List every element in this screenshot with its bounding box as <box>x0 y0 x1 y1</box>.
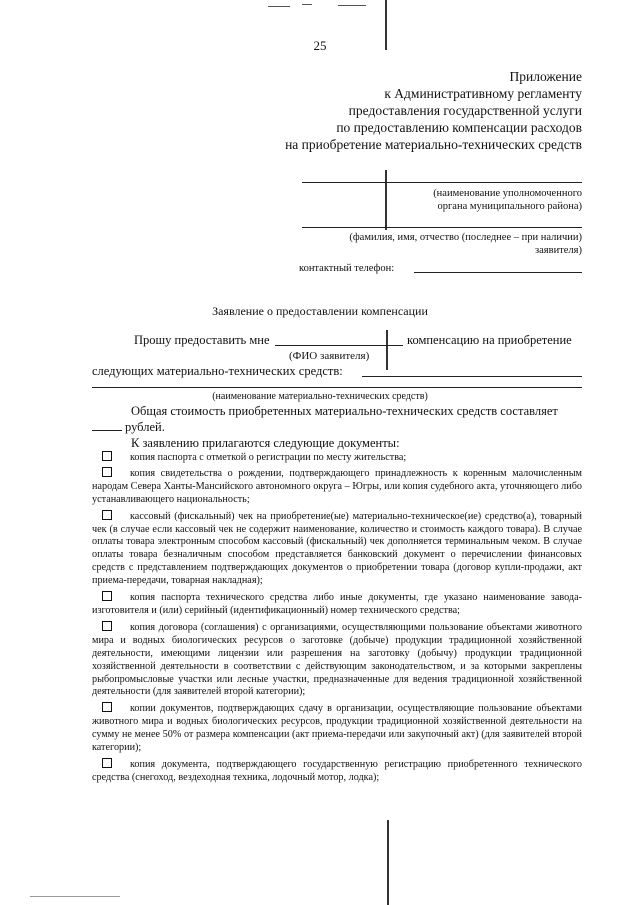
checkbox-icon <box>102 702 112 712</box>
document-text: копия паспорта с отметкой о регистрации по месту жительства; <box>130 452 407 463</box>
document-item <box>92 510 582 588</box>
scan-mark <box>268 6 290 7</box>
checkbox-icon <box>102 591 112 601</box>
items-caption: (наименование материально-технических средств) <box>212 391 428 402</box>
appendix-line: на приобретение материально-технических средств <box>285 137 582 152</box>
scan-mark <box>302 4 312 5</box>
appendix-header <box>285 68 582 153</box>
checkbox-icon <box>102 758 112 768</box>
request-suffix: компенсацию на приобретение <box>407 333 572 347</box>
document-text: копия свидетельства о рождении, подтверждающего принадлежность к коренным малочисленным народам Севера Ханты-Мансийского автономного округа – Югры, или копия судебного акта, уточняющего либо устанавливающего национальность; <box>92 467 582 505</box>
scan-vertical-line <box>386 330 388 370</box>
cost-text: Общая стоимость приобретенных материально-технических средств составляет <box>131 404 558 418</box>
scan-vertical-line <box>385 170 387 230</box>
cost-line <box>92 430 122 431</box>
page-number: 25 <box>313 38 327 53</box>
document-text: копия паспорта технического средства либо иные документы, где указано наименование завода-изготовителя и (или) серийный (идентификационный) номер технического средства; <box>92 592 582 616</box>
org-caption-line: (наименование уполномоченного <box>433 188 582 199</box>
documents-list <box>92 451 582 785</box>
docs-intro: К заявлению прилагаются следующие документы: <box>131 436 400 450</box>
applicant-name-line <box>302 227 582 228</box>
scan-mark <box>338 5 366 6</box>
document-text: копия документа, подтверждающего государственную регистрацию приобретенного технического средства (снегоход, вездеходная техника, лодочный мотор, лодка); <box>92 758 582 783</box>
document-item <box>92 702 582 755</box>
items-line <box>362 376 582 377</box>
org-caption <box>433 187 582 213</box>
statement-title: Заявление о предоставлении компенсации <box>212 304 428 318</box>
phone-line <box>414 272 582 273</box>
appendix-line: по предоставлению компенсации расходов <box>336 120 582 135</box>
fio-line <box>275 345 403 346</box>
phone-label: контактный телефон: <box>299 263 395 274</box>
applicant-caption-line: заявителя) <box>534 245 582 256</box>
applicant-caption <box>349 231 582 257</box>
fio-caption: (ФИО заявителя) <box>289 350 370 362</box>
checkbox-icon <box>102 510 112 520</box>
appendix-line: к Административному регламенту <box>384 86 582 101</box>
appendix-line: предоставления государственной услуги <box>348 103 582 118</box>
document-text: кассовый (фискальный) чек на приобретение(ые) материально-техническое(ие) средство(а), товарный чек (в случае если кассовый чек не содержит наименование, количество и стоимость каждого товара). В случае оплаты товара электронным способом кассовый (фискальный) чек дополняется терминальным чеком. В случае оплаты товара безналичным способом представляется банковский документ о перечислении финансовых средств с представлением подтверждающих документов о приобретении товара (договор купли-продажи, акт приема-передачи, товарная накладная); <box>92 510 582 587</box>
org-name-line <box>302 182 582 183</box>
items-line <box>92 387 582 388</box>
rub-text: рублей. <box>125 420 165 434</box>
document-item <box>92 591 582 618</box>
document-item <box>92 451 582 465</box>
checkbox-icon <box>102 467 112 477</box>
request-prefix: Прошу предоставить мне <box>134 333 270 347</box>
applicant-caption-line: (фамилия, имя, отчество (последнее – при наличии) <box>349 232 582 243</box>
request-line2: следующих материально-технических средств: <box>92 364 343 378</box>
org-caption-line: органа муниципального района) <box>437 201 582 212</box>
document-text: копия договора (соглашения) с организациями, осуществляющими пользование объектами животного мира и водных биологических ресурсов о заготовке (добыче) продукции традиционной хозяйственной деятельности, имеющими лицензии или разрешения на заготовку (добычу) продукции традиционной хозяйственной деятельности в соответствии с действующим законодательством, и за которыми закреплены рыбопромысловые участки или лесные участки, предназначенные для ведения традиционной хозяйственной деятельности (для заявителей второй категории); <box>92 621 582 698</box>
scan-mark <box>30 896 120 897</box>
checkbox-icon <box>102 451 112 461</box>
document-item <box>92 758 582 785</box>
document-item <box>92 467 582 507</box>
checkbox-icon <box>102 621 112 631</box>
scan-vertical-line <box>387 820 389 905</box>
document-item <box>92 621 582 699</box>
document-text: копии документов, подтверждающих сдачу в организации, осуществляющие пользование объектами животного мира и водных биологических ресурсов, продукции традиционной хозяйственной деятельности на сумму не менее 50% от размера компенсации (акт приема-передачи или закупочный акт) (для заявителей второй категории); <box>92 703 582 754</box>
appendix-line: Приложение <box>509 69 582 84</box>
